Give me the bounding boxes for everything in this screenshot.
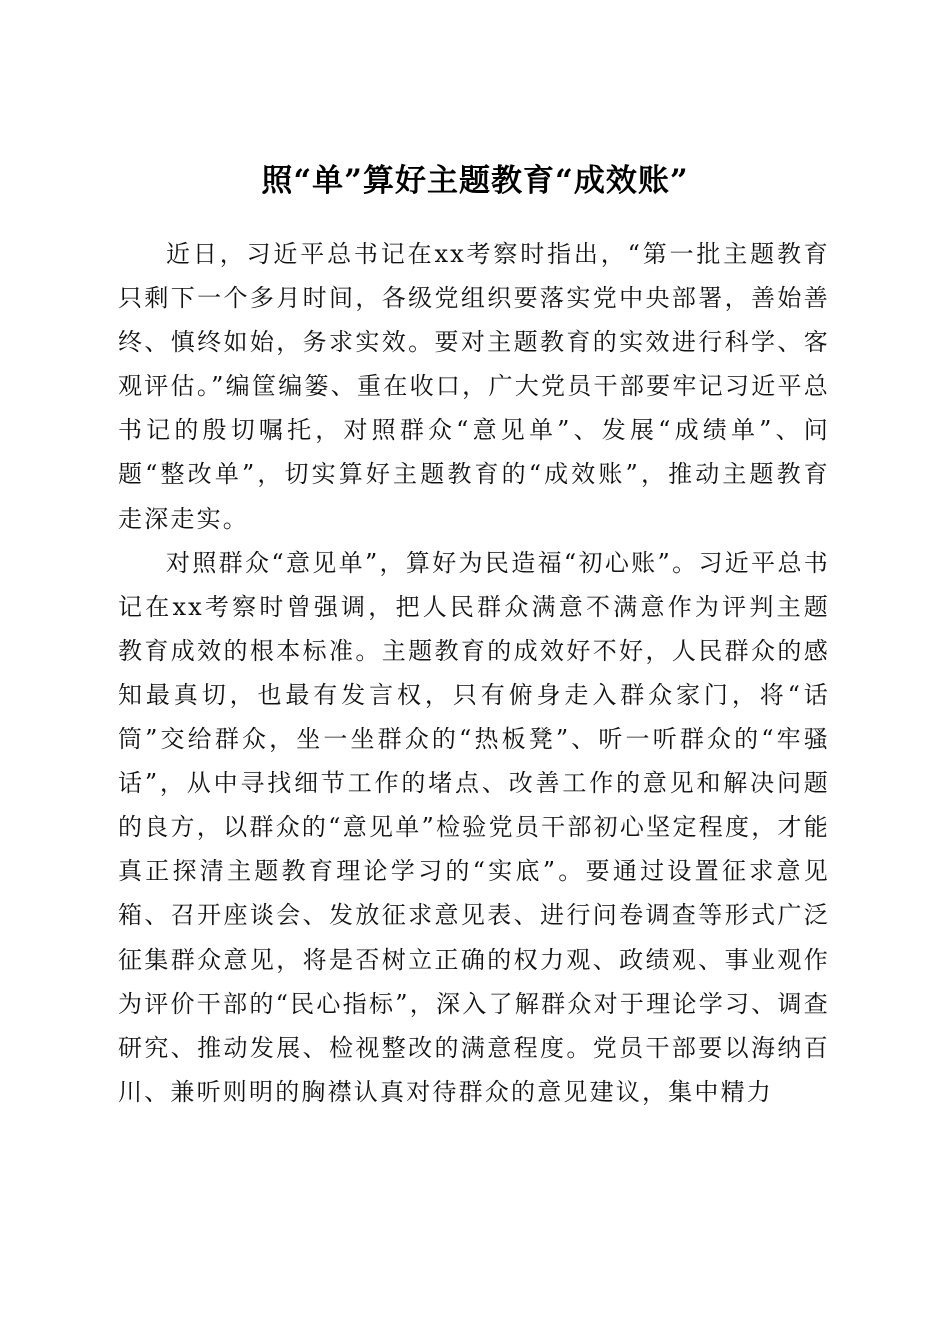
document-title: 照“单”算好主题教育“成效账”: [261, 162, 689, 199]
paragraph-1: 近日，习近平总书记在xx考察时指出，“第一批主题教育只剩下一个多月时间，各级党组织要落实党中央部署，善始善终、慎终如始，务求实效。要对主题教育的实效进行科学、客观评估。”编筐编篓、重在收口，广大党员干部要牢记习近平总书记的殷切嘱托，对照群众“意见单”、发展“成绩单”、问题“整改单”，切实算好主题教育的“成效账”，推动主题教育走深走实。: [118, 240, 830, 533]
paragraph-2: 对照群众“意见单”，算好为民造福“初心账”。习近平总书记在xx考察时曾强调，把人民群众满意不满意作为评判主题教育成效的根本标准。主题教育的成效好不好，人民群众的感知最真切，也最有发言权，只有俯身走入群众家门，将“话筒”交给群众，坐一坐群众的“热板凳”、听一听群众的“牢骚话”，从中寻找细节工作的堵点、改善工作的意见和解决问题的良方，以群众的“意见单”检验党员干部初心坚定程度，才能真正探清主题教育理论学习的“实底”。要通过设置征求意见箱、召开座谈会、发放征求意见表、进行问卷调查等形式广泛征集群众意见，将是否树立正确的权力观、政绩观、事业观作为评价干部的“民心指标”，深入了解群众对于理论学习、调查研究、推动发展、检视整改的满意程度。党员干部要以海纳百川、兼听则明的胸襟认真对待群众的意见建议，集中精力: [118, 548, 830, 1106]
document-body: [118, 232, 830, 1114]
